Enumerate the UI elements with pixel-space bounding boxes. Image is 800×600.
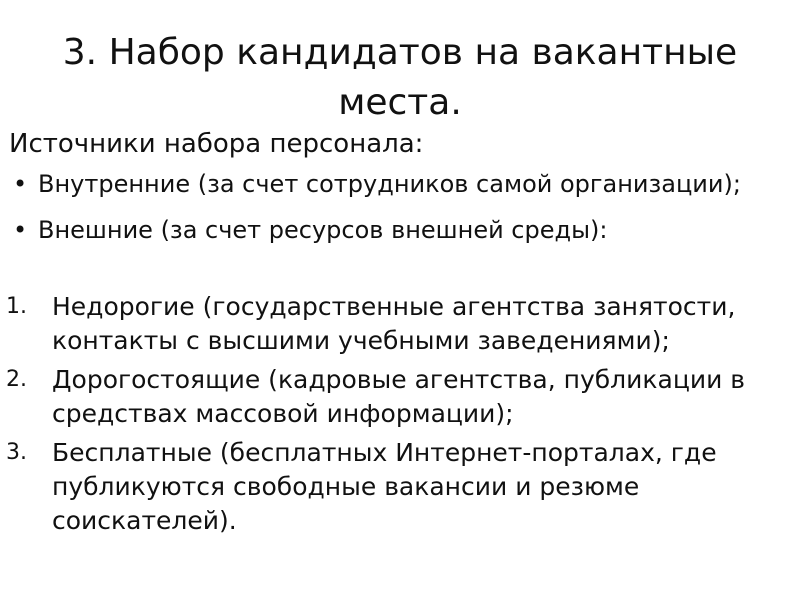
numbered-text: Недорогие (государственные агентства занятости, контакты с высшими учебными заведениями); [52, 292, 736, 355]
slide-title: 3. Набор кандидатов на вакантные места. [62, 32, 738, 123]
numbered-item-expensive [0, 363, 800, 431]
intro-text: Источники набора персонала: [9, 129, 424, 159]
numbered-list [0, 290, 800, 543]
number-marker: 3. [6, 440, 27, 465]
bullet-item-internal [0, 168, 800, 200]
numbered-text: Дорогостоящие (кадровые агентства, публикации в средствах массовой информации); [52, 365, 746, 428]
bullet-text: Внутренние (за счет сотрудников самой организации); [38, 170, 741, 198]
numbered-text: Бесплатные (бесплатных Интернет-порталах, где публикуются свободные вакансии и резюме соискателей). [52, 438, 717, 535]
numbered-item-inexpensive [0, 290, 800, 358]
bullet-text: Внешние (за счет ресурсов внешней среды): [38, 216, 608, 244]
bullet-marker: • [13, 170, 28, 198]
number-marker: 2. [6, 367, 27, 392]
bullet-item-external [0, 214, 800, 246]
bullet-marker: • [13, 216, 28, 244]
numbered-item-free [0, 436, 800, 538]
number-marker: 1. [6, 294, 27, 319]
bullet-list [0, 168, 800, 260]
